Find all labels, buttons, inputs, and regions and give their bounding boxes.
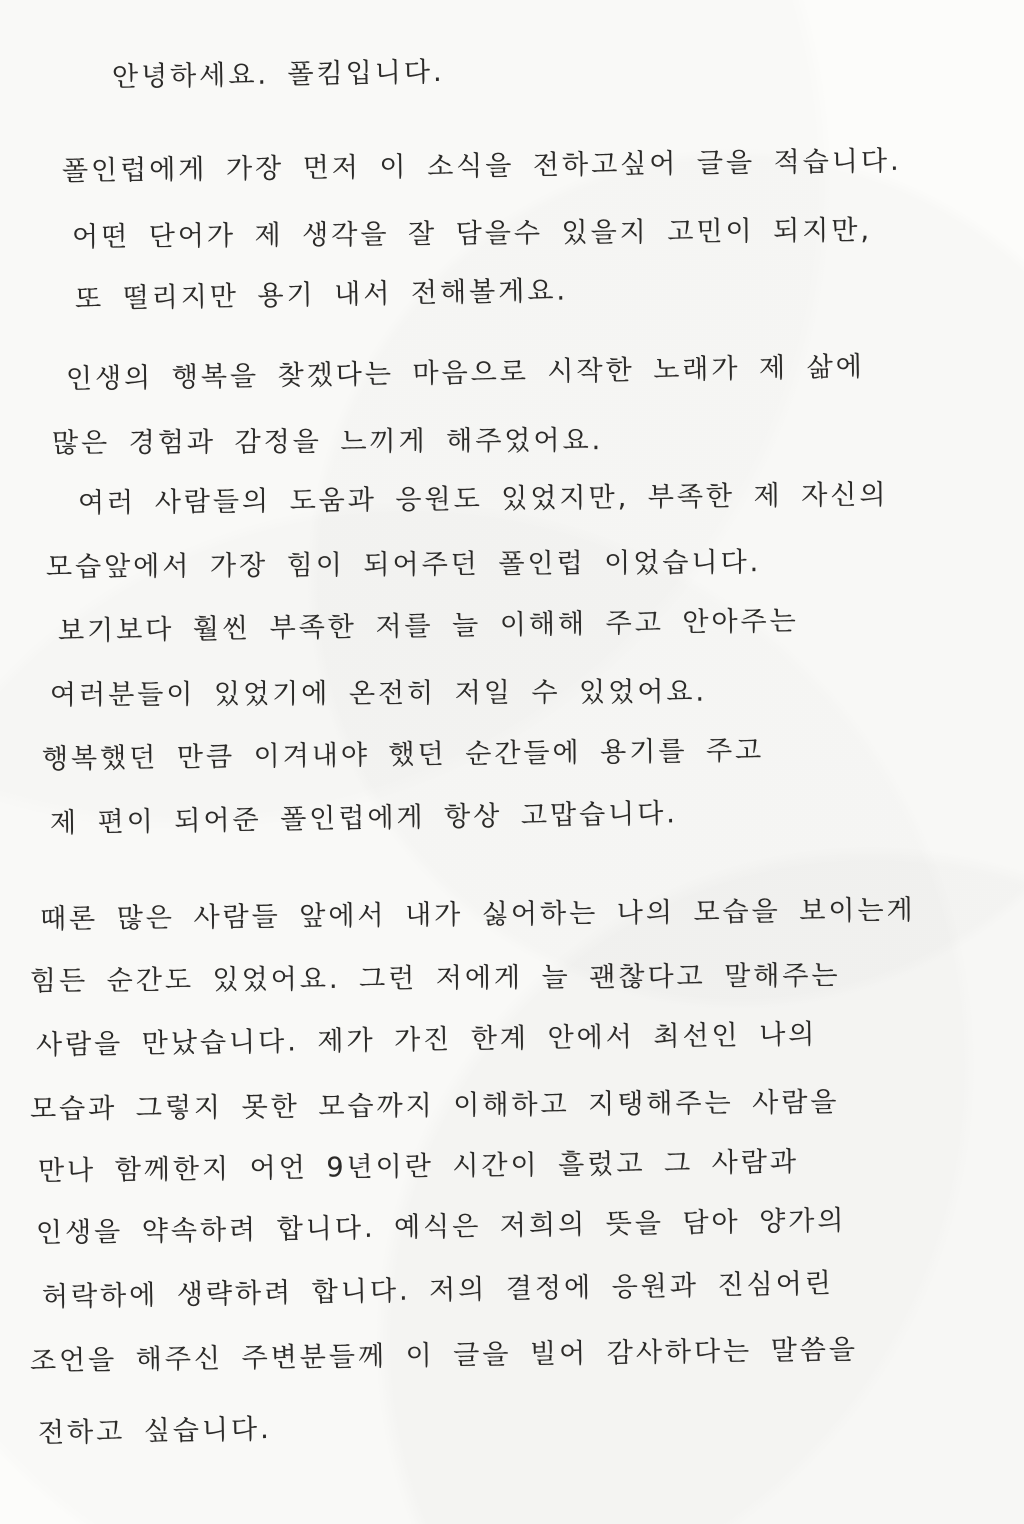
letter-line: 때론 많은 사람들 앞에서 내가 싫어하는 나의 모습을 보이는게 [39, 894, 916, 935]
letter-line: 보기보다 훨씬 부족한 저를 늘 이해해 주고 안아주는 [57, 605, 799, 647]
letter-line: 어떤 단어가 제 생각을 잘 담을수 있을지 고민이 되지만, [71, 215, 873, 253]
letter-line: 인생의 행복을 찾겠다는 마음으로 시작한 노래가 제 삶에 [65, 351, 866, 395]
letter-line: 행복했던 만큼 이겨내야 했던 순간들에 용기를 주고 [41, 735, 765, 775]
greeting-line: 안녕하세요. 폴킴입니다. [111, 56, 445, 93]
letter-line: 힘든 순간도 있었어요. 그런 저에게 늘 괜찮다고 말해주는 [29, 960, 841, 997]
letter-line: 모습과 그렇지 못한 모습까지 이해하고 지탱해주는 사람을 [29, 1086, 840, 1125]
letter-line: 제 편이 되어준 폴인럽에게 항상 고맙습니다. [49, 798, 679, 839]
letter-line: 또 떨리지만 용기 내서 전해볼게요. [74, 275, 569, 315]
letter-line: 여러 사람들의 도움과 응원도 있었지만, 부족한 제 자신의 [77, 479, 889, 519]
letter-line: 만나 함께한지 어언 9년이란 시간이 흘렀고 그 사람과 [37, 1146, 800, 1187]
letter-line: 모습앞에서 가장 힘이 되어주던 폴인럽 이었습니다. [45, 547, 762, 583]
letter-line: 사람을 만났습니다. 제가 가진 한계 안에서 최선인 나의 [35, 1019, 818, 1061]
letter-line: 폴인럽에게 가장 먼저 이 소식을 전하고싶어 글을 적습니다. [61, 145, 902, 187]
letter-line: 허락하에 생략하려 합니다. 저의 결정에 응원과 진심어린 [41, 1268, 835, 1313]
letter-line: 전하고 싶습니다. [37, 1413, 272, 1449]
letter-line: 여러분들이 있었기에 온전히 저일 수 있었어요. [49, 676, 708, 711]
letter-line: 많은 경험과 감정을 느끼게 해주었어요. [51, 425, 604, 459]
letter-line: 조언을 해주신 주변분들께 이 글을 빌어 감사하다는 말씀을 [29, 1334, 859, 1377]
letter-line: 인생을 약속하려 합니다. 예식은 저희의 뜻을 담아 양가의 [35, 1205, 847, 1249]
